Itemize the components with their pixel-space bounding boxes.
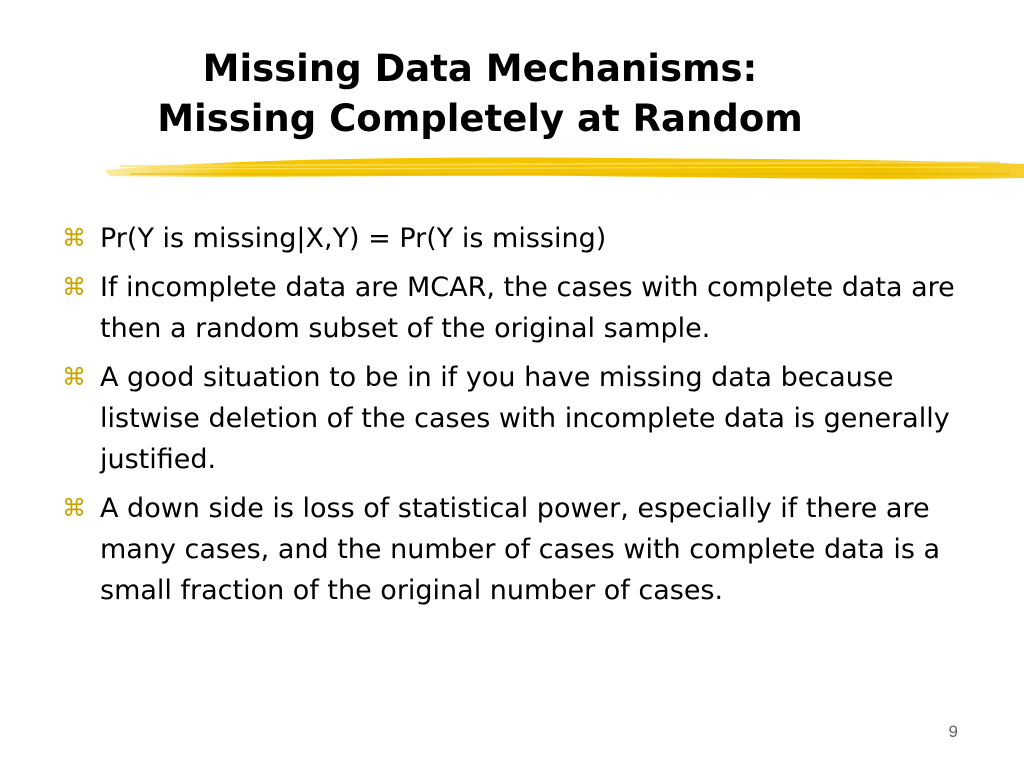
bullet-item: [58, 267, 958, 349]
bullet-text: If incomplete data are MCAR, the cases with complete data are then a random subset of the original sample.: [100, 272, 955, 344]
bullet-text: A down side is loss of statistical power, especially if there are many cases, and the number of cases with complete data is a small fraction of the original number of cases.: [100, 493, 941, 606]
bullet-item: [58, 488, 958, 611]
command-key-icon: ⌘: [62, 224, 86, 252]
slide-title-line-1: Missing Data Mechanisms:: [202, 47, 758, 90]
command-key-icon: ⌘: [62, 273, 86, 301]
slide-title: [0, 44, 960, 144]
command-key-icon: ⌘: [62, 363, 86, 391]
bullet-text: Pr(Y is missing|X,Y) = Pr(Y is missing): [100, 223, 607, 254]
title-underline-brush-stroke: [100, 148, 1024, 188]
command-key-icon: ⌘: [62, 494, 86, 522]
bullet-item: [58, 357, 958, 480]
bullet-list: [58, 218, 958, 619]
bullet-item: [58, 218, 958, 259]
bullet-text: A good situation to be in if you have missing data because listwise deletion of the cases with incomplete data is generally justified.: [100, 362, 950, 475]
page-number: 9: [948, 722, 958, 741]
slide-title-line-2: Missing Completely at Random: [157, 97, 803, 140]
